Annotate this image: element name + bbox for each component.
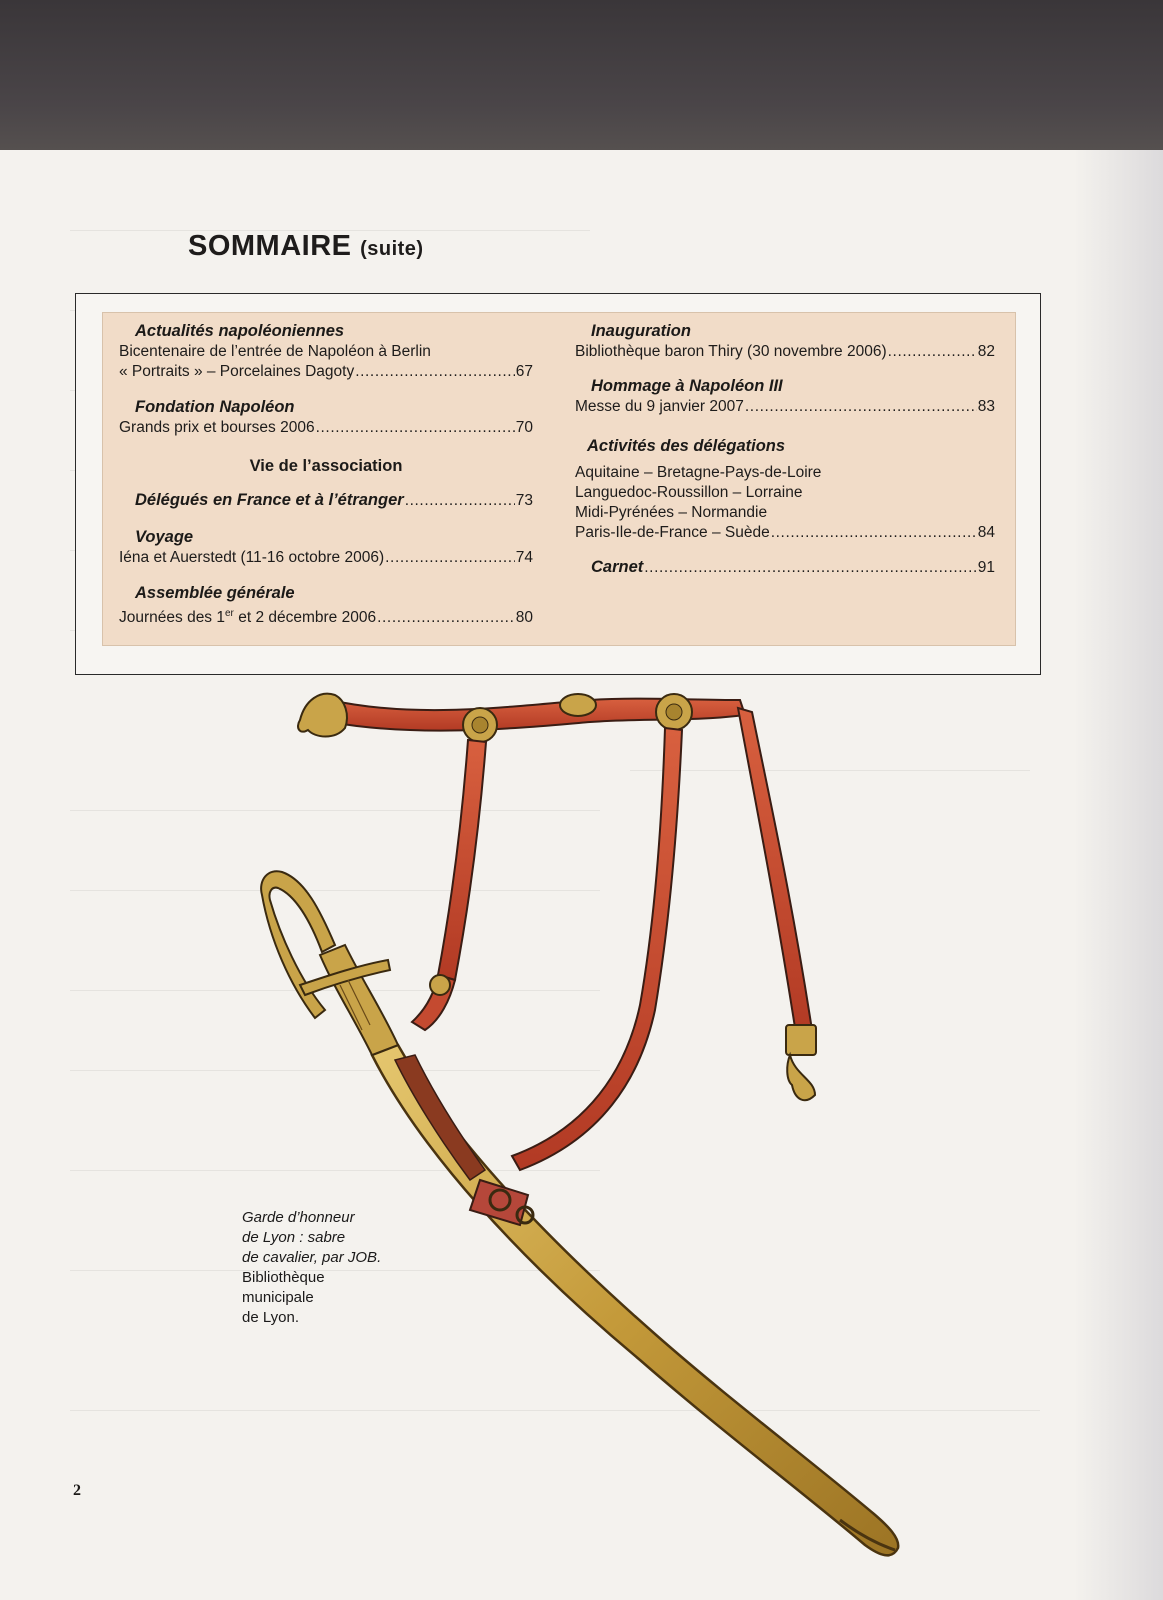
hanging-strap-left [438,740,486,980]
toc-line-text: Messe du 9 janvier 2007 [575,398,744,415]
caption-line: Bibliothèque [242,1269,325,1286]
caption-line: Garde d’honneur [242,1209,355,1226]
toc-page-number: 83 [977,398,995,415]
toc-line-text-a: Journées des 1 [119,609,225,627]
strap-clip [786,1025,816,1055]
strap-tassel [787,1055,815,1100]
toc-page-number: 70 [515,419,533,436]
knuckle-guard [261,871,335,1018]
caption-line: de cavalier, par JOB. [242,1249,382,1266]
toc-page-number: 84 [977,524,995,541]
toc-page-number: 80 [515,609,533,627]
caption-line: de Lyon : sabre [242,1229,346,1246]
ordinal-superscript: er [225,608,234,619]
caption-line: de Lyon. [242,1309,299,1326]
toc-page-number: 82 [977,343,995,360]
toc-heading: Délégués en France et à l’étranger [135,491,404,509]
toc-line-text: Bibliothèque baron Thiry (30 novembre 2006) [575,343,887,360]
toc-line: Aquitaine – Bretagne-Pays-de-Loire [575,464,822,481]
rosette [560,694,596,716]
toc-page-number: 67 [515,363,533,380]
toc-heading: Hommage à Napoléon III [591,377,783,395]
toc-line: Midi-Pyrénées – Normandie [575,504,768,521]
toc-line-text: Grands prix et bourses 2006 [119,419,315,436]
toc-line-text: Paris-Ile-de-France – Suède [575,524,770,541]
toc-heading: Actualités napoléoniennes [135,322,345,340]
rosette [666,704,682,720]
hanging-strap-far-right [738,708,812,1034]
figure-caption [242,1208,442,1328]
toc-heading: Activités des délégations [587,437,786,455]
toc-line: Bicentenaire de l’entrée de Napoléon à Berlin [119,343,431,360]
title-suffix: (suite) [360,238,424,260]
page-number: 2 [73,1482,81,1499]
toc-page-number: 74 [515,549,533,566]
toc-line-text-b: et 2 décembre 2006 [233,609,377,627]
toc-heading: Carnet [591,558,644,576]
title-text: SOMMAIRE [188,230,352,262]
hanging-strap-right [512,728,682,1170]
strap-ornament-left [298,694,347,737]
toc-page-number: 91 [977,559,995,576]
toc-page-number: 73 [515,492,533,509]
strap-buckle [430,975,450,995]
toc-line-text: « Portraits » – Porcelaines Dagoty [119,363,355,380]
toc-line-text: Iéna et Auerstedt (11-16 octobre 2006) [119,549,385,566]
toc-line: Languedoc-Roussillon – Lorraine [575,484,803,501]
section-heading-vie-association: Vie de l’association [249,457,403,475]
caption-line: municipale [242,1289,314,1306]
toc-heading: Inauguration [591,322,691,340]
rosette [472,717,488,733]
toc-heading: Fondation Napoléon [135,398,295,416]
toc-heading: Assemblée générale [135,584,295,602]
toc-heading: Voyage [135,528,194,546]
